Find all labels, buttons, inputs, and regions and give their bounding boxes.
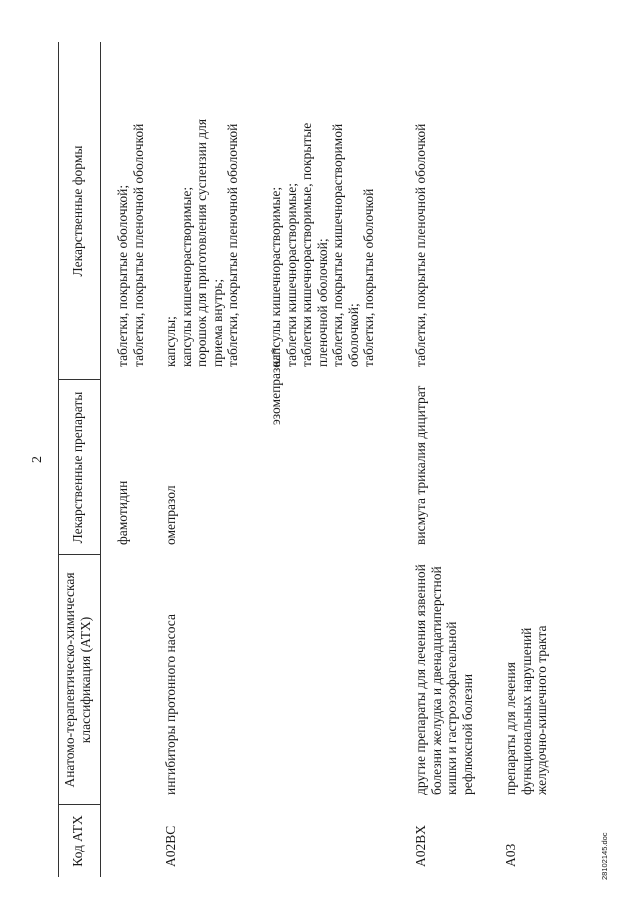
row-a03-code: A03 [503,843,518,867]
header-drugs: Лекарственные препараты [70,391,85,544]
row-a02bc-classification: ингибиторы протонного насоса [163,614,178,795]
row-a02bx-drug: висмута трикалия дицитрат [413,385,428,545]
row-esomeprazole-forms: капсулы кишечнорастворимые; таблетки кишечнорастворимые; таблетки кишечнорастворимые, покрытые пленочной оболочкой; таблетки, покрытые кишечнорастворимой оболочкой; таблетки, покрытые оболочкой [268,122,376,367]
file-code: 28102145.doc [600,832,609,880]
header-code: Код АТХ [70,815,85,867]
table-header-rule [100,42,101,877]
row-famotidine-drug: фамотидин [115,480,130,545]
row-esomeprazole-drug: эзомепразол* [268,347,283,425]
row-a02bc-drug: омепразол [163,485,178,545]
row-a02bx-forms: таблетки, покрытые пленочной оболочкой [413,123,428,367]
row-a02bc-forms: капсулы; капсулы кишечнорастворимые; порошок для приготовления суспензии для приема внутрь; таблетки, покрытые пленочной оболочкой [163,118,240,367]
row-famotidine-forms: таблетки, покрытые оболочкой; таблетки, покрытые пленочной оболочкой [115,123,146,367]
atc-table [58,42,640,877]
page-number: 2 [30,456,45,463]
row-a03-classification: препараты для лечения функциональных нарушений желудочно-кишечного тракта [503,625,549,795]
header-classification: Анатомо-терапевтическо-химическая классификация (АТХ) [62,572,93,788]
row-a02bx-code: A02BX [413,824,428,867]
row-a02bc-code: A02BC [163,825,178,867]
header-forms: Лекарственные формы [70,145,85,277]
table-top-rule [58,42,59,877]
row-a02bx-classification: другие препараты для лечения язвенной болезни желудка и двенадцатиперстной кишки и гастроэзофагеальной рефлюксной болезни [413,564,475,795]
